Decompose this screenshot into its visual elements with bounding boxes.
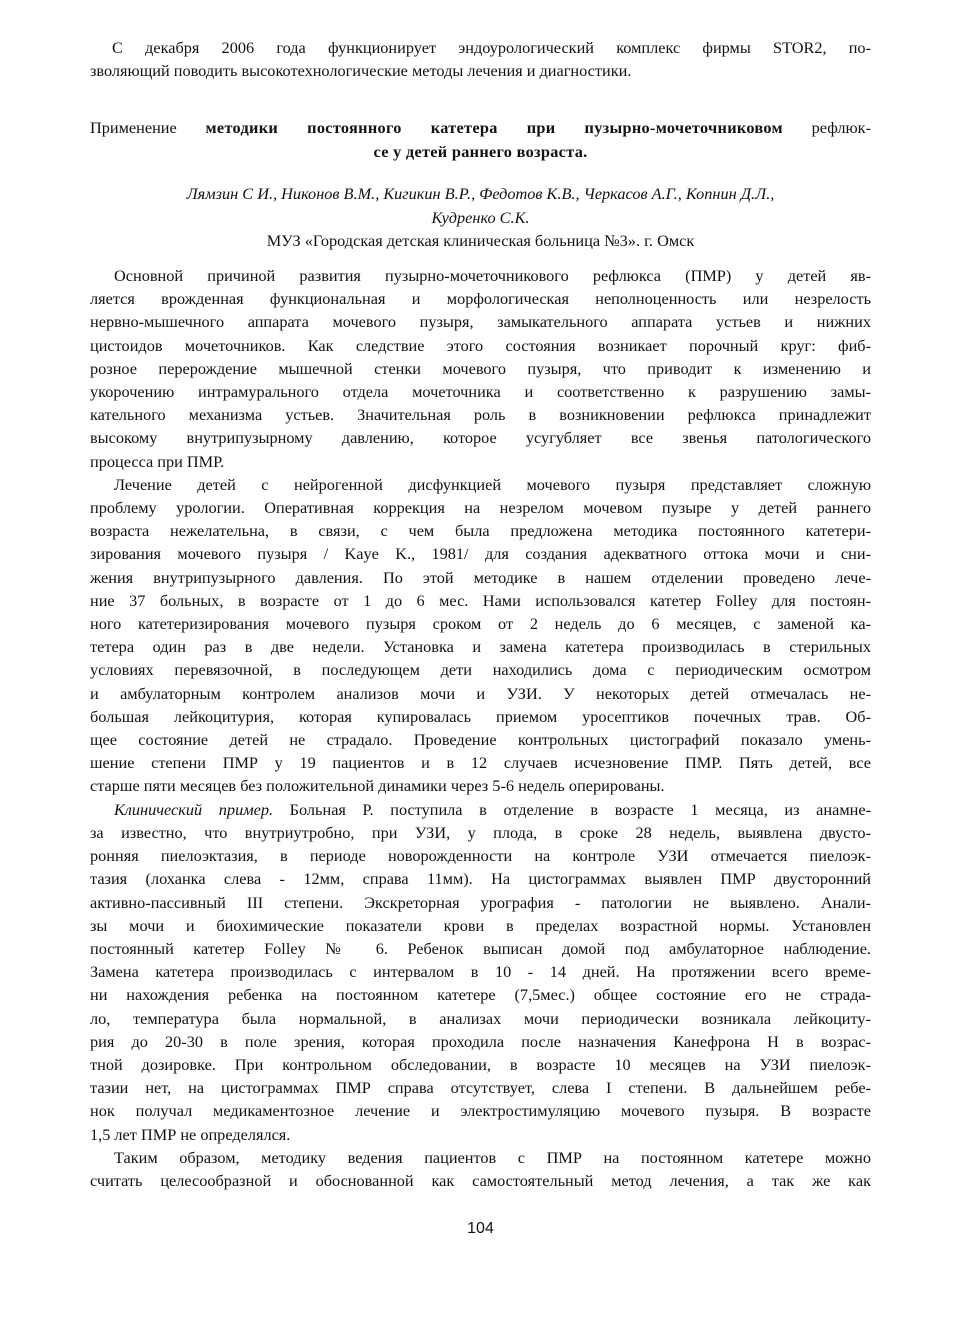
authors-line: Лямзин С И., Никонов В.М., Кигикин В.Р., Федотов К.В., Черкасов А.Г., Копнин Д.Л., xyxy=(186,184,775,204)
text-line: активно-пассивный III степени. Экскреторная урография - патологии не выявлено. Анали- xyxy=(90,892,871,912)
title-line xyxy=(90,116,871,140)
text-line xyxy=(90,798,871,821)
title-bold-part: се у детей раннего возраста. xyxy=(373,142,588,162)
paragraph-4 xyxy=(90,1146,871,1192)
paragraph-1 xyxy=(90,264,871,473)
page-number: 104 xyxy=(467,1220,494,1237)
text-line: процесса при ПМР. xyxy=(90,451,225,471)
affiliation xyxy=(90,229,871,252)
text-line: тазии нет, на цистограммах ПМР справа отсутствует, слева I степени. В дальнейшем ребе- xyxy=(90,1078,871,1098)
text-line: Лечение детей с нейрогенной дисфункцией мочевого пузыря представляет сложную xyxy=(114,474,871,494)
text-line: за известно, что внутриутробно, при УЗИ, у плода, в сроке 28 недель, выявлена двусто- xyxy=(90,822,871,842)
text-line: щее состояние детей не страдало. Проведение контрольных цистографий показало умень- xyxy=(90,730,871,750)
text-line: Таким образом, методику ведения пациентов с ПМР на постоянном катетере можно xyxy=(114,1147,871,1167)
text-line: зы мочи и биохимические показатели крови в пределах возрастной нормы. Установлен xyxy=(90,915,871,935)
paragraph-2 xyxy=(90,473,871,798)
text-line: зирования мочевого пузыря / Kaye K., 1981/ для создания адекватного оттока мочи и сни- xyxy=(90,544,871,564)
paragraph-3-clinical-example xyxy=(90,798,871,1146)
text-line: большая лейкоцитурия, которая купировалась приемом уросептиков почечных трав. Об- xyxy=(90,706,871,726)
text-line: постоянный катетер Folley № 6. Ребенок выписан домой под амбулаторное наблюдение. xyxy=(90,938,871,958)
affiliation-line: МУЗ «Городская детская клиническая больница №3». г. Омск xyxy=(266,230,695,250)
article-title xyxy=(90,116,871,164)
text-line: и амбулаторным контролем анализов мочи и УЗИ. У некоторых детей отмечалась не- xyxy=(90,683,871,703)
title-bold-part: методики постоянного катетера при пузырно-мочеточниковом xyxy=(205,118,783,138)
text-line: жения внутрипузырного давления. По этой методике в нашем отделении проведено лече- xyxy=(90,567,871,587)
text-line: тной дозировке. При контрольном обследовании, в возрасте 10 месяцев на УЗИ пиелоэк- xyxy=(90,1054,871,1074)
text-line: нервно-мышечного аппарата мочевого пузыря, замыкательного аппарата устьев и нижних xyxy=(90,312,871,332)
title-prefix: Применение xyxy=(90,118,206,138)
document-page xyxy=(90,36,871,1192)
text-line: нок получал медикаментозное лечение и электростимуляцию мочевого пузыря. В возрасте xyxy=(90,1101,871,1121)
text-line: зволяющий поводить высокотехнологические методы лечения и диагностики. xyxy=(90,61,632,81)
text-line: возраста нежелательна, в связи, с чем была предложена методика постоянного катетери- xyxy=(90,521,871,541)
text-line: шение степени ПМР у 19 пациентов и в 12 случаев исчезновение ПМР. Пять детей, все xyxy=(90,753,871,773)
clinical-example-rest: Больная Р. поступила в отделение в возрасте 1 месяца, из анамне- xyxy=(273,799,871,819)
text-line: ляется врожденная функциональная и морфологическая неполноценность или незрелость xyxy=(90,289,871,309)
clinical-example-lead: Клинический пример. xyxy=(114,799,274,819)
text-line: высокому внутрипузырному давлению, которое усугубляет все звенья патологического xyxy=(90,428,871,448)
text-line: тазия (лоханка слева - 12мм, справа 11мм). На цистограммах выявлен ПМР двусторонний xyxy=(90,869,871,889)
text-line: ного катетеризирования мочевого пузыря сроком от 2 недель до 6 месяцев, с заменой ка- xyxy=(90,614,871,634)
title-line xyxy=(90,140,871,164)
text-line: проблему урологии. Оперативная коррекция на незрелом мочевом пузыре у детей раннего xyxy=(90,498,871,518)
text-line: ронняя пиелоэктазия, в периоде новорожденности на контроле УЗИ отмечается пиелоэк- xyxy=(90,846,871,866)
text-line: ние 37 больных, в возрасте от 1 до 6 мес. Нами использовался катетер Folley для постоян- xyxy=(90,590,871,610)
text-line: ло, температура была нормальной, в анализах мочи периодически возникала лейкоциту- xyxy=(90,1008,871,1028)
authors-block xyxy=(90,182,871,228)
text-line: цистоидов мочеточников. Как следствие этого состояния возникает порочный круг: фиб- xyxy=(90,335,871,355)
text-line: 1,5 лет ПМР не определялся. xyxy=(90,1124,291,1144)
text-line: старше пяти месяцев без положительной динамики через 5-6 недель оперированы. xyxy=(90,776,665,796)
text-line: розное перерождение мышечной стенки мочевого пузыря, что приводит к изменению и xyxy=(90,358,871,378)
text-line: рия до 20-30 в поле зрения, которая проходила после назначения Канефрона Н в возрас- xyxy=(90,1031,871,1051)
text-line: условиях перевязочной, в последующем дети находились дома с периодическим осмотром xyxy=(90,660,871,680)
text-line: ни нахождения ребенка на постоянном катетере (7,5мес.) общее состояние его не страда- xyxy=(90,985,871,1005)
intro-paragraph xyxy=(90,36,871,82)
text-line: Основной причиной развития пузырно-мочеточникового рефлюкса (ПМР) у детей яв- xyxy=(114,266,871,286)
text-line: считать целесообразной и обоснованной как самостоятельный метод лечения, а так же как xyxy=(90,1170,871,1190)
authors-line: Кудренко С.К. xyxy=(431,207,530,227)
text-line: С декабря 2006 года функционирует эндоурологический комплекс фирмы STOR2, по- xyxy=(112,38,871,57)
text-line: тетера один раз в две недели. Установка и замена катетера производилась в стерильных xyxy=(90,637,871,657)
title-suffix: рефлюк- xyxy=(782,118,871,138)
text-line: кательного механизма устьев. Значительная роль в возникновении рефлюкса принадлежит xyxy=(90,405,871,425)
text-line: Замена катетера производилась с интервалом в 10 - 14 дней. На протяжении всего време- xyxy=(90,962,871,982)
text-line: укорочению интрамурального отдела мочеточника и соответственно к разрушению замы- xyxy=(90,382,871,402)
